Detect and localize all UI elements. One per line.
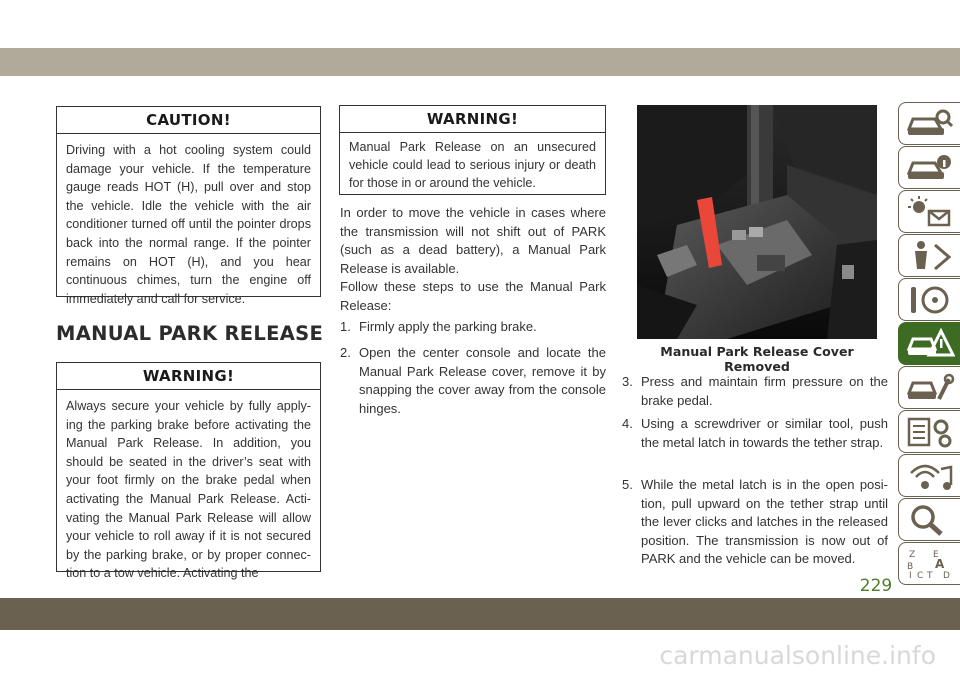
index-letter: B	[907, 562, 914, 572]
steering-wheel-key-icon	[905, 283, 955, 317]
step-text: Firmly apply the parking brake.	[359, 319, 537, 334]
tab-starting-operating[interactable]	[898, 278, 960, 321]
airbag-seatbelt-icon	[905, 239, 955, 273]
step-number: 5.	[622, 477, 633, 492]
warning-box-unsecured	[339, 105, 606, 195]
header-band	[0, 48, 960, 76]
page-number: 229	[859, 576, 893, 596]
photo-caption: Manual Park Release Cover Removed	[660, 344, 854, 374]
index-letter: I	[909, 571, 912, 581]
warning-text: Manual Park Release on an unsecured vehicle could lead to serious injury or death for those in or around the vehicle.	[349, 140, 596, 190]
watermark: carmanualsonline.info	[659, 641, 936, 670]
roadside-emergency-icon	[905, 327, 955, 361]
footer-band	[0, 598, 960, 630]
warning-text: Always secure your vehicle by fully apply-ing the parking brake before activating the Manual Park Release. In addition, you should be seated in the driver’s seat with your foot firmly on the brake pedal when activating the Manual Park Release. Acti-vating the Manual Park Release will allow your vehicle to roll away if it is not secured by the parking brake, or by proper connec-tion to a tow vehicle. Activating the	[66, 399, 311, 581]
step-item	[622, 415, 888, 452]
vehicle-wrench-icon	[905, 371, 955, 405]
step-item	[340, 344, 606, 418]
index-letter: C	[917, 571, 924, 581]
step-item	[340, 318, 606, 337]
tab-dashboard[interactable]	[898, 190, 960, 233]
tab-servicing-maintenance[interactable]	[898, 366, 960, 409]
follow-paragraph: Follow these steps to use the Manual Park Release:	[340, 279, 606, 313]
dashboard-lights-message-icon	[905, 195, 955, 229]
index-letter: T	[927, 571, 933, 581]
tab-getting-to-know[interactable]	[898, 146, 960, 189]
vehicle-info-icon	[905, 151, 955, 185]
console-photo	[637, 105, 877, 339]
tab-customer-assistance[interactable]	[898, 498, 960, 541]
warning-box-secure	[56, 362, 321, 581]
alphabetical-index-icon	[905, 547, 955, 581]
tab-vehicle-overview[interactable]	[898, 102, 960, 145]
specifications-gears-icon	[905, 415, 955, 449]
tab-index[interactable]	[898, 542, 960, 585]
caution-box	[56, 106, 321, 306]
tab-safety[interactable]	[898, 234, 960, 277]
search-icon	[905, 503, 955, 537]
warning-title: WARNING!	[340, 106, 605, 133]
caution-text: Driving with a hot cooling system could damage your vehicle. If the temperature gauge reads HOT (H), pull over and stop the vehicle. Idle the vehicle with the air conditioner turned off until the pointer drops back into the normal range. If the pointer remains on HOT (H), and you hear continuous chimes, turn the engine off immediately and call for service.	[66, 143, 311, 306]
step-number: 4.	[622, 416, 633, 431]
step-text: Using a screwdriver or similar tool, push the metal latch in towards the tether strap.	[641, 416, 888, 450]
warning-title: WARNING!	[57, 363, 320, 390]
tab-technical-specifications[interactable]	[898, 410, 960, 453]
index-letter: A	[935, 557, 945, 571]
console-illustration	[637, 105, 877, 339]
intro-paragraph: In order to move the vehicle in cases where the transmission will not shift out of PARK (such as a dead battery), a Manual Park Release is available.	[340, 205, 606, 276]
index-letter: Z	[909, 550, 916, 560]
section-title: MANUAL PARK RELEASE	[56, 322, 324, 345]
step-text: Open the center console and locate the Manual Park Release cover, remove it by snapping the cover away from the console hinges.	[359, 345, 606, 416]
step-text: While the metal latch is in the open posi-tion, pull upward on the tether strap until the lever clicks and latches in the released position. The transmission is now out of PARK and the vehicle can be moved.	[641, 477, 888, 567]
step-number: 1.	[340, 319, 351, 334]
step-text: Press and maintain firm pressure on the brake pedal.	[641, 374, 888, 408]
step-number: 3.	[622, 374, 633, 389]
step-number: 2.	[340, 345, 351, 360]
index-letter: E	[933, 550, 939, 560]
step-item	[622, 373, 888, 410]
caution-title: CAUTION!	[57, 107, 320, 134]
step-item	[622, 476, 888, 569]
vehicle-magnifier-icon	[905, 107, 955, 141]
tab-in-case-of-emergency[interactable]	[898, 322, 960, 365]
index-letter: D	[943, 571, 950, 581]
tab-multimedia[interactable]	[898, 454, 960, 497]
multimedia-icon	[905, 459, 955, 493]
